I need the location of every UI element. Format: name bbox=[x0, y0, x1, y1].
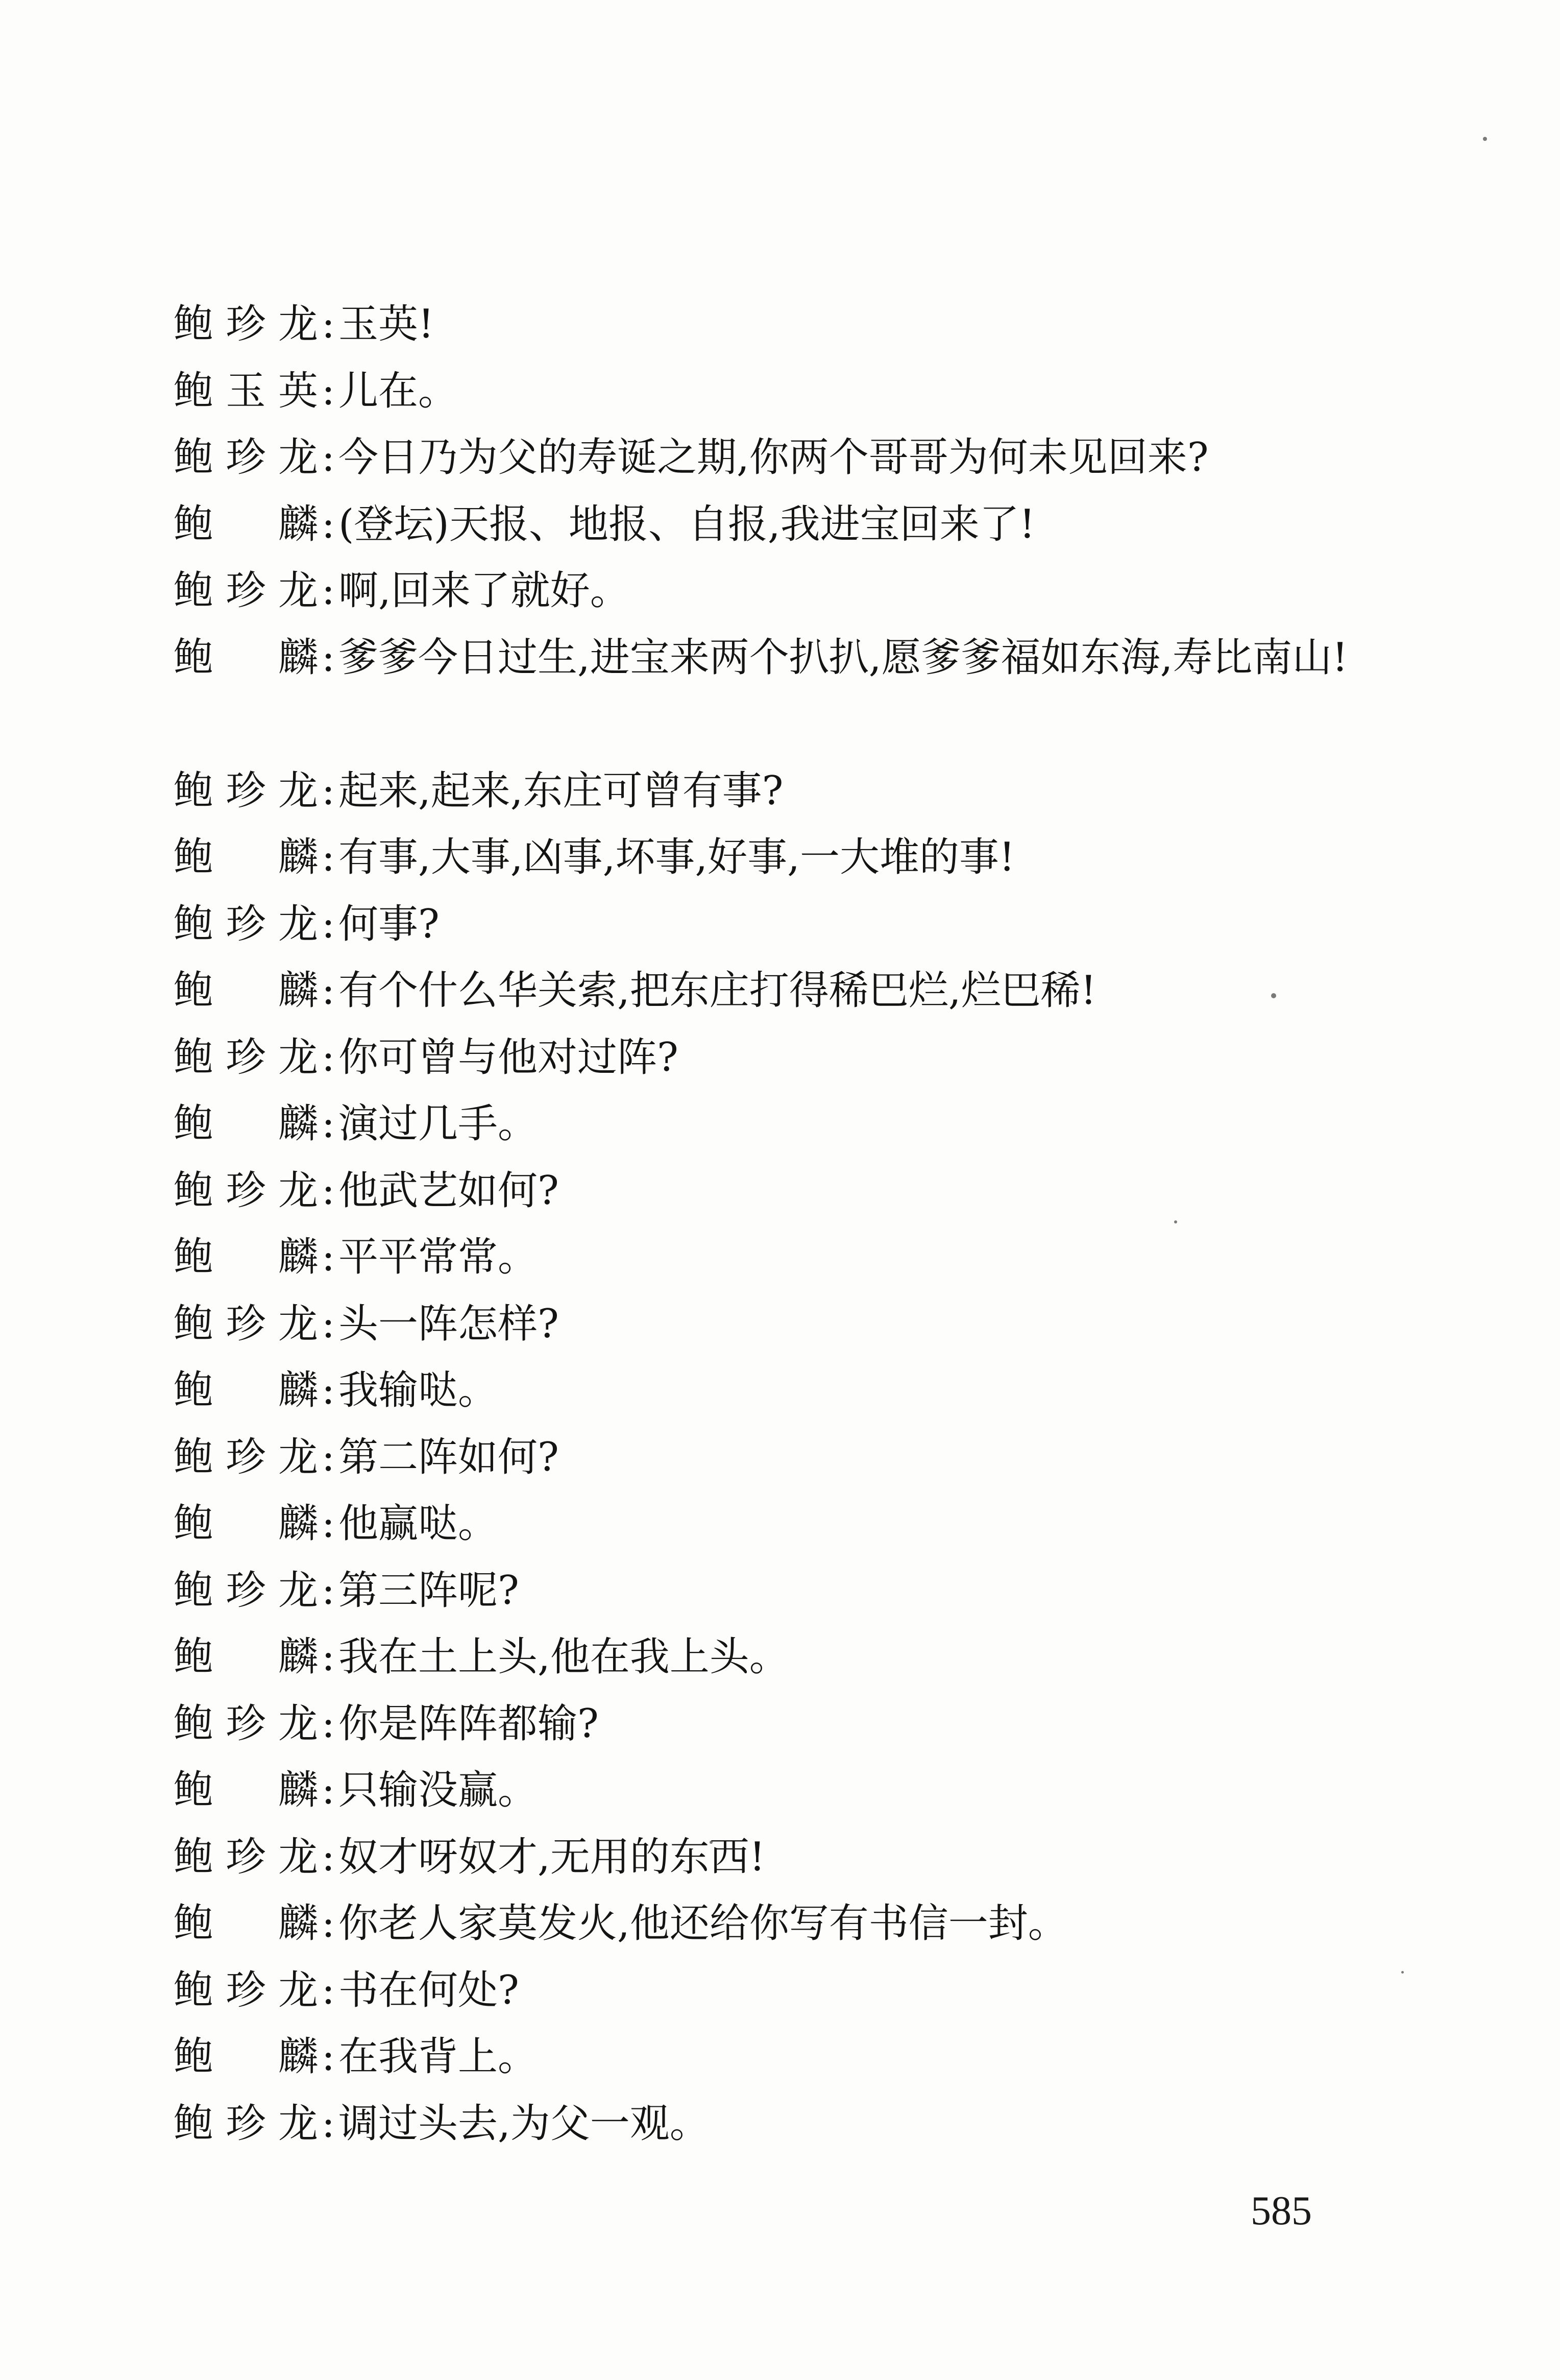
speaker-colon: : bbox=[321, 568, 335, 614]
speech-text: 有个什么华关索,把东庄打得稀巴烂,烂巴稀! bbox=[338, 968, 1096, 1014]
speech-text: 在我背上。 bbox=[338, 2034, 538, 2080]
speaker-colon: : bbox=[321, 1234, 335, 1280]
speaker-colon: : bbox=[321, 2100, 335, 2147]
dialogue-line bbox=[174, 1557, 1409, 1624]
speaker-colon: : bbox=[321, 1434, 335, 1480]
dialogue-line bbox=[174, 1957, 1409, 2024]
speaker-name: 鲍珍龙 bbox=[174, 568, 318, 614]
speech-text: 第三阵呢? bbox=[338, 1567, 519, 1614]
speaker-name: 鲍 麟 bbox=[174, 1634, 318, 1680]
speech-text: 儿在。 bbox=[338, 368, 458, 414]
speaker-colon: : bbox=[321, 634, 335, 681]
speaker-colon: : bbox=[321, 1634, 335, 1680]
speaker-name: 鲍珍龙 bbox=[174, 1567, 318, 1614]
speaker-colon: : bbox=[321, 1501, 335, 1547]
speaker-name: 鲍 麟 bbox=[174, 501, 318, 547]
speech-text: 我在土上头,他在我上头。 bbox=[338, 1634, 789, 1680]
dialogue-line bbox=[174, 291, 1409, 358]
speaker-name: 鲍珍龙 bbox=[174, 1434, 318, 1480]
speaker-colon: : bbox=[321, 2034, 335, 2080]
speaker-colon: : bbox=[321, 301, 335, 347]
speech-text: 他武艺如何? bbox=[338, 1167, 559, 1214]
speaker-name: 鲍珍龙 bbox=[174, 435, 318, 480]
scan-speck bbox=[1483, 137, 1487, 141]
speaker-colon: : bbox=[321, 1101, 335, 1147]
speaker-name: 鲍 麟 bbox=[174, 1501, 318, 1547]
speaker-colon: : bbox=[321, 1301, 335, 1347]
speaker-colon: : bbox=[321, 834, 335, 880]
dialogue-line bbox=[174, 1890, 1409, 1957]
dialogue-line bbox=[174, 1691, 1409, 1758]
speaker-name: 鲍 麟 bbox=[174, 634, 318, 681]
speaker-colon: : bbox=[321, 968, 335, 1014]
dialogue-line bbox=[174, 1291, 1409, 1358]
speaker-colon: : bbox=[321, 1034, 335, 1080]
speech-text: 你是阵阵都输? bbox=[338, 1700, 599, 1747]
speaker-name: 鲍 麟 bbox=[174, 1234, 318, 1280]
speaker-colon: : bbox=[321, 435, 335, 480]
speech-text: 只输没赢。 bbox=[338, 1767, 538, 1813]
dialogue-line bbox=[174, 758, 1409, 825]
speech-text: 他赢哒。 bbox=[338, 1501, 498, 1547]
dialogue-line bbox=[174, 1624, 1409, 1691]
speaker-colon: : bbox=[321, 501, 335, 547]
dialogue-line bbox=[174, 1224, 1409, 1291]
dialogue-line bbox=[174, 824, 1409, 891]
speaker-name: 鲍 麟 bbox=[174, 1901, 318, 1946]
speaker-colon: : bbox=[321, 1834, 335, 1880]
speaker-colon: : bbox=[321, 368, 335, 414]
speech-text: 平平常常。 bbox=[338, 1234, 538, 1280]
dialogue-line bbox=[174, 957, 1409, 1024]
speaker-name: 鲍 麟 bbox=[174, 1101, 318, 1147]
speech-text: 奴才呀奴才,无用的东西! bbox=[338, 1834, 766, 1880]
speaker-name: 鲍珍龙 bbox=[174, 901, 318, 947]
speaker-colon: : bbox=[321, 1700, 335, 1747]
dialogue-line bbox=[174, 358, 1409, 425]
dialogue-line bbox=[174, 1824, 1409, 1891]
dialogue-line bbox=[174, 558, 1409, 624]
page-number: 585 bbox=[1251, 2189, 1312, 2233]
speaker-name: 鲍 麟 bbox=[174, 834, 318, 880]
dialogue-line bbox=[174, 2024, 1409, 2090]
dialogue-line bbox=[174, 1357, 1409, 1424]
speaker-colon: : bbox=[321, 1567, 335, 1614]
speaker-name: 鲍珍龙 bbox=[174, 301, 318, 347]
speaker-name: 鲍 麟 bbox=[174, 1767, 318, 1813]
dialogue-line bbox=[174, 2090, 1409, 2157]
speech-text: 书在何处? bbox=[338, 1967, 519, 2013]
speaker-name: 鲍 麟 bbox=[174, 2034, 318, 2080]
speaker-colon: : bbox=[321, 1367, 335, 1413]
speech-text: 演过几手。 bbox=[338, 1101, 538, 1147]
dialogue-line bbox=[174, 891, 1409, 958]
dialogue-line bbox=[174, 1158, 1409, 1224]
speech-text: (登坛)天报、地报、自报,我进宝回来了! bbox=[338, 501, 1036, 547]
speech-text: 爹爹今日过生,进宝来两个扒扒,愿爹爹福如东海,寿比南山! bbox=[338, 634, 1348, 681]
speaker-colon: : bbox=[321, 1967, 335, 2013]
dialogue-line bbox=[174, 491, 1409, 558]
speech-text: 你可曾与他对过阵? bbox=[338, 1034, 678, 1080]
dialogue-line bbox=[174, 1024, 1409, 1091]
dialogue-line bbox=[174, 424, 1409, 491]
speaker-colon: : bbox=[321, 1767, 335, 1813]
speech-text: 我输哒。 bbox=[338, 1367, 498, 1413]
speaker-name: 鲍珍龙 bbox=[174, 767, 318, 814]
speaker-name: 鲍珍龙 bbox=[174, 1834, 318, 1880]
speaker-name: 鲍珍龙 bbox=[174, 1167, 318, 1214]
speech-text: 你老人家莫发火,他还给你写有书信一封。 bbox=[338, 1901, 1068, 1946]
dialogue-line bbox=[174, 624, 1409, 758]
speech-text: 何事? bbox=[338, 901, 440, 947]
dialogue-line bbox=[174, 1424, 1409, 1491]
speaker-name: 鲍珍龙 bbox=[174, 1700, 318, 1747]
speaker-name: 鲍珍龙 bbox=[174, 1967, 318, 2013]
speaker-colon: : bbox=[321, 767, 335, 814]
speaker-name: 鲍珍龙 bbox=[174, 1034, 318, 1080]
dialogue-line bbox=[174, 1490, 1409, 1557]
speech-text: 有事,大事,凶事,坏事,好事,一大堆的事! bbox=[338, 834, 1015, 880]
speech-text: 玉英! bbox=[338, 301, 434, 347]
speech-text: 啊,回来了就好。 bbox=[338, 568, 630, 614]
speaker-name: 鲍玉英 bbox=[174, 368, 318, 414]
speaker-name: 鲍 麟 bbox=[174, 1367, 318, 1413]
speaker-colon: : bbox=[321, 1901, 335, 1946]
speaker-name: 鲍珍龙 bbox=[174, 1301, 318, 1347]
speech-text: 起来,起来,东庄可曾有事? bbox=[338, 767, 784, 814]
speech-text: 调过头去,为父一观。 bbox=[338, 2100, 710, 2147]
dialogue-line bbox=[174, 1091, 1409, 1158]
speech-text: 第二阵如何? bbox=[338, 1434, 559, 1480]
speaker-colon: : bbox=[321, 901, 335, 947]
speech-text: 头一阵怎样? bbox=[338, 1301, 559, 1347]
speech-text: 今日乃为父的寿诞之期,你两个哥哥为何未见回来? bbox=[338, 435, 1209, 480]
speaker-name: 鲍 麟 bbox=[174, 968, 318, 1014]
dialogue-line bbox=[174, 1757, 1409, 1824]
speaker-colon: : bbox=[321, 1167, 335, 1214]
dialogue-list bbox=[174, 291, 1409, 2157]
speaker-name: 鲍珍龙 bbox=[174, 2100, 318, 2147]
